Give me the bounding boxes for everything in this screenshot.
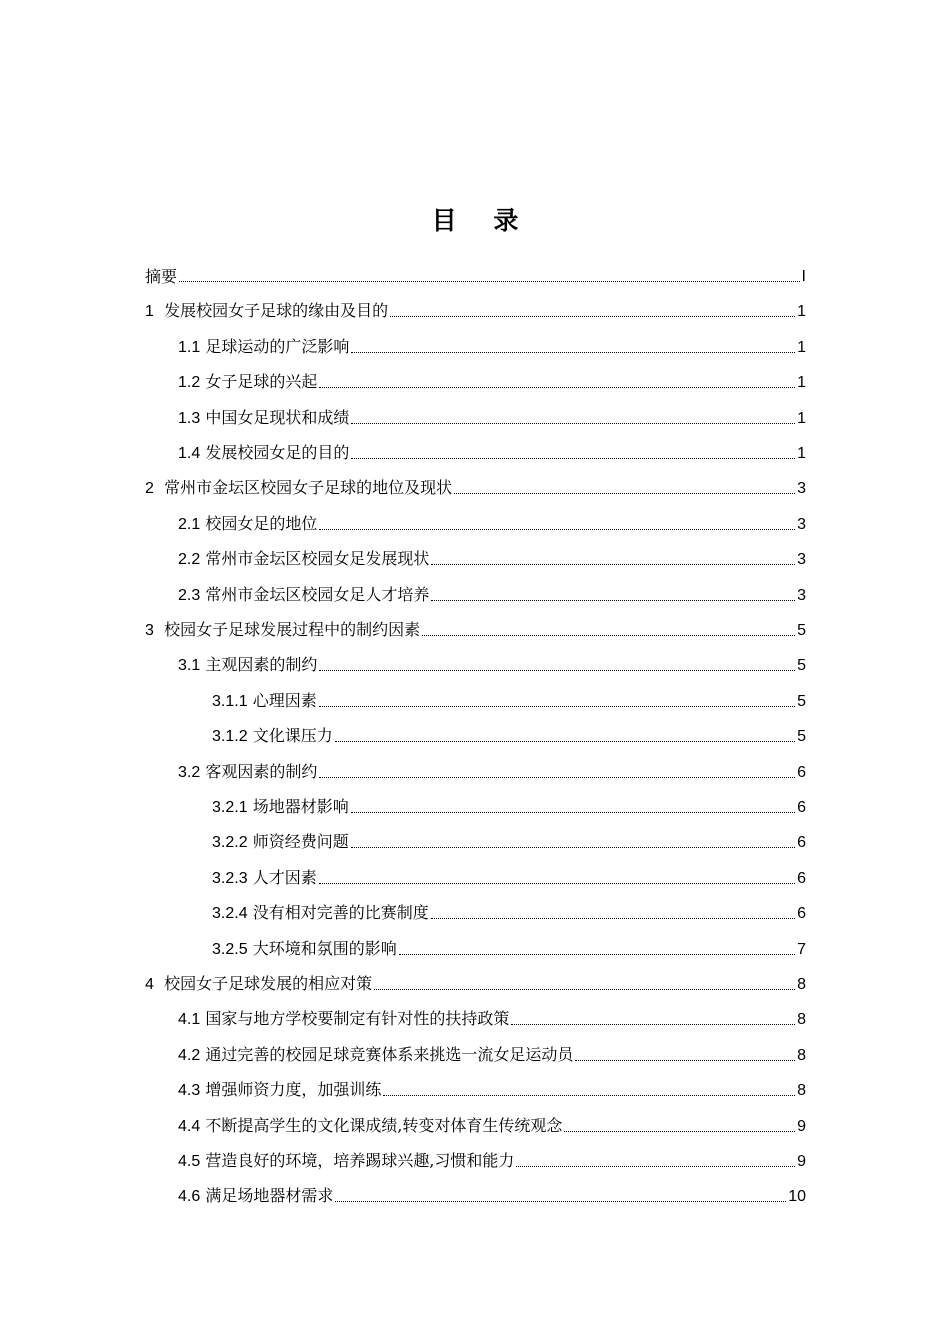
toc-entry-label bbox=[212, 797, 349, 818]
toc-entry-number: 3.2.1 bbox=[212, 799, 248, 816]
toc-dot-leader bbox=[335, 740, 795, 742]
toc-entry[interactable] bbox=[178, 1173, 806, 1207]
toc-entry-text: 常州市金坛区校园女子足球的地位及现状 bbox=[164, 478, 453, 498]
toc-entry[interactable] bbox=[178, 359, 806, 393]
toc-entry-number: 4.5 bbox=[178, 1153, 201, 1170]
toc-page-number: 3 bbox=[797, 480, 806, 498]
toc-dot-leader bbox=[399, 953, 795, 955]
toc-dot-leader bbox=[431, 563, 795, 565]
toc-entry-number: 2 bbox=[145, 480, 154, 498]
toc-page-number: 8 bbox=[797, 1011, 806, 1029]
toc-entry-text: 足球运动的广泛影响 bbox=[205, 336, 350, 356]
toc-dot-leader bbox=[351, 422, 795, 424]
toc-entry[interactable] bbox=[178, 395, 806, 429]
toc-entry-label bbox=[212, 939, 397, 960]
toc-entry-number: 1.3 bbox=[178, 409, 201, 427]
toc-entry-text: 校园女子足球发展过程中的制约因素 bbox=[164, 620, 421, 639]
toc-entry-text: 没有相对完善的比赛制度 bbox=[252, 903, 429, 923]
toc-dot-leader bbox=[383, 1094, 795, 1096]
toc-entry-text: 发展校园女子足球的缘由及目的 bbox=[164, 301, 389, 321]
toc-entry-label bbox=[212, 691, 317, 712]
toc-entry[interactable] bbox=[178, 1138, 806, 1172]
toc-entry-text: 不断提高学生的文化课成绩,转变对体育生传统观念 bbox=[205, 1115, 563, 1135]
toc-entry-label bbox=[145, 620, 420, 641]
toc-page-number: 3 bbox=[797, 515, 806, 533]
toc-entry-label bbox=[212, 903, 429, 924]
toc-dot-leader bbox=[319, 776, 795, 778]
toc-entry-number: 4 bbox=[145, 976, 154, 993]
toc-entry[interactable] bbox=[178, 536, 806, 570]
toc-entry-label bbox=[178, 762, 317, 783]
toc-entry-label bbox=[178, 408, 349, 429]
toc-entry-text: 女子足球的兴起 bbox=[205, 372, 318, 392]
toc-entry-label bbox=[178, 443, 349, 464]
toc-entry-label bbox=[178, 1186, 333, 1207]
toc-page-number: 9 bbox=[797, 1117, 806, 1135]
toc-entry-label bbox=[178, 1080, 381, 1101]
toc-entry-number: 1.1 bbox=[178, 338, 201, 356]
toc-entry-text: 文化课压力 bbox=[252, 726, 333, 746]
toc-page-number: 5 bbox=[797, 692, 806, 710]
toc-dot-leader bbox=[564, 1130, 795, 1132]
toc-dot-leader bbox=[319, 669, 795, 671]
toc-entry-number: 1.2 bbox=[178, 374, 201, 392]
toc-page-number: 1 bbox=[797, 409, 806, 427]
toc-page-number: 1 bbox=[797, 445, 806, 462]
toc-entry[interactable] bbox=[212, 784, 806, 818]
toc-entry-number: 3.1.1 bbox=[212, 692, 248, 710]
toc-dot-leader bbox=[511, 1023, 795, 1025]
toc-dot-leader bbox=[374, 988, 795, 990]
toc-entry-text: 满足场地器材需求 bbox=[205, 1186, 334, 1206]
toc-entry[interactable] bbox=[212, 855, 806, 889]
toc-entry-label bbox=[178, 549, 429, 570]
toc-entry[interactable] bbox=[178, 1067, 806, 1101]
toc-entry-number: 2.2 bbox=[178, 551, 201, 569]
toc-entry-text: 心理因素 bbox=[252, 690, 317, 710]
toc-entry[interactable] bbox=[178, 501, 806, 535]
toc-entry-label bbox=[178, 585, 429, 606]
toc-entry-number: 2.3 bbox=[178, 586, 201, 604]
toc-page-number: I bbox=[801, 268, 806, 285]
toc-entry-label bbox=[145, 478, 452, 499]
toc-entry-text: 校园女子足球发展的相应对策 bbox=[164, 974, 373, 993]
toc-entry[interactable] bbox=[178, 996, 806, 1030]
toc-entry-number: 2.1 bbox=[178, 515, 201, 533]
toc-entry-label bbox=[178, 514, 317, 535]
toc-entry-number: 4.3 bbox=[178, 1082, 201, 1100]
toc-dot-leader bbox=[351, 846, 795, 848]
toc-entry-label bbox=[178, 1116, 562, 1137]
toc-dot-leader bbox=[335, 1200, 786, 1202]
toc-entry[interactable] bbox=[145, 465, 806, 499]
toc-entry-gap bbox=[154, 478, 164, 497]
toc-entry-text: 校园女足的地位 bbox=[205, 513, 318, 533]
toc-entry-text: 主观因素的制约 bbox=[205, 655, 318, 675]
toc-entry[interactable] bbox=[178, 749, 806, 783]
toc-page-number: 6 bbox=[797, 834, 806, 852]
toc-page-number: 6 bbox=[797, 763, 806, 781]
toc-dot-leader bbox=[351, 351, 795, 353]
toc-dot-leader bbox=[422, 634, 795, 636]
toc-entry[interactable] bbox=[145, 253, 806, 287]
toc-page-number: 6 bbox=[797, 905, 806, 923]
toc-page-number: 5 bbox=[797, 622, 806, 639]
toc-entry-number: 3.1.2 bbox=[212, 728, 248, 746]
toc-entry[interactable] bbox=[212, 819, 806, 853]
toc-page-number: 3 bbox=[797, 551, 806, 569]
toc-entry-text: 国家与地方学校要制定有针对性的扶持政策 bbox=[205, 1009, 510, 1029]
toc-entry-text: 摘要 bbox=[145, 267, 178, 286]
toc-page-number: 1 bbox=[797, 303, 806, 321]
toc-entry-label bbox=[145, 301, 388, 322]
toc-entry[interactable] bbox=[178, 1032, 806, 1066]
toc-page-number: 1 bbox=[797, 338, 806, 356]
toc-dot-leader bbox=[454, 492, 795, 494]
toc-entry-label bbox=[178, 655, 317, 676]
toc-dot-leader bbox=[319, 882, 795, 884]
toc-title: 目 录 bbox=[431, 206, 533, 235]
toc-entry-text: 客观因素的制约 bbox=[205, 761, 318, 781]
toc-entry-text: 大环境和氛围的影响 bbox=[252, 938, 397, 958]
toc-entry-gap bbox=[154, 301, 164, 320]
toc-entry-text: 通过完善的校园足球竞赛体系来挑选一流女足运动员 bbox=[205, 1044, 574, 1064]
toc-entry-text: 常州市金坛区校园女足人才培养 bbox=[205, 584, 430, 604]
toc-entry-text: 人才因素 bbox=[252, 867, 317, 887]
toc-entry-text: 场地器材影响 bbox=[252, 797, 349, 816]
toc-entry-label bbox=[212, 832, 349, 853]
toc-entry-number: 1.4 bbox=[178, 445, 201, 462]
toc-entry-text: 常州市金坛区校园女足发展现状 bbox=[205, 549, 430, 569]
toc-entry[interactable] bbox=[212, 713, 806, 747]
toc-page-number: 8 bbox=[797, 976, 806, 993]
toc-page-number: 9 bbox=[797, 1153, 806, 1170]
toc-entry[interactable] bbox=[145, 288, 806, 322]
toc-entry-number: 3.2.5 bbox=[212, 940, 248, 958]
toc-entry[interactable] bbox=[178, 1103, 806, 1137]
toc-page-number: 5 bbox=[797, 657, 806, 675]
toc-entry-number: 4.4 bbox=[178, 1117, 201, 1135]
toc-entry-text: 营造良好的环境，培养踢球兴趣,习惯和能力 bbox=[205, 1151, 515, 1170]
toc-entry[interactable] bbox=[212, 926, 806, 960]
toc-entry-number: 3.2.3 bbox=[212, 869, 248, 887]
toc-page-number: 7 bbox=[797, 940, 806, 958]
toc-entry-text: 增强师资力度，加强训练 bbox=[205, 1080, 382, 1100]
toc-entry-number: 4.2 bbox=[178, 1046, 201, 1064]
toc-page-number: 6 bbox=[797, 869, 806, 887]
toc-entry[interactable] bbox=[145, 607, 806, 641]
toc-page-number: 5 bbox=[797, 728, 806, 746]
toc-dot-leader bbox=[431, 599, 795, 601]
toc-entry-label bbox=[178, 1151, 514, 1172]
toc-dot-leader bbox=[351, 811, 795, 813]
toc-entry-text: 发展校园女足的目的 bbox=[205, 443, 350, 462]
toc-entry-number: 3.2.2 bbox=[212, 834, 248, 852]
toc-dot-leader bbox=[319, 386, 795, 388]
toc-entry[interactable] bbox=[145, 961, 806, 995]
toc-entry[interactable] bbox=[212, 678, 806, 712]
toc-entry[interactable] bbox=[178, 430, 806, 464]
toc-entry-label bbox=[145, 974, 372, 995]
toc-entry[interactable] bbox=[178, 642, 806, 676]
toc-entry-number: 1 bbox=[145, 303, 154, 321]
toc-entry-label bbox=[178, 1009, 509, 1030]
toc-entry-gap bbox=[154, 974, 164, 993]
toc-dot-leader bbox=[390, 315, 795, 317]
toc-dot-leader bbox=[516, 1165, 795, 1167]
toc-dot-leader bbox=[431, 917, 795, 919]
toc-page-number: 3 bbox=[797, 586, 806, 604]
toc-entry-gap bbox=[154, 620, 164, 639]
toc-dot-leader bbox=[575, 1059, 795, 1061]
toc-entry[interactable] bbox=[178, 324, 806, 358]
toc-entry-number: 3 bbox=[145, 622, 154, 639]
toc-entry[interactable] bbox=[178, 572, 806, 606]
toc-entry-text: 师资经费问题 bbox=[252, 832, 349, 852]
toc-page-number: 1 bbox=[797, 374, 806, 392]
toc-dot-leader bbox=[351, 457, 795, 459]
toc-entry-label bbox=[178, 372, 317, 393]
toc-entry-label bbox=[178, 337, 349, 358]
toc-entry[interactable] bbox=[212, 890, 806, 924]
toc-entry-number: 3.2.4 bbox=[212, 905, 248, 923]
toc-entry-number: 4.1 bbox=[178, 1011, 201, 1029]
toc-dot-leader bbox=[179, 280, 800, 282]
toc-entry-number: 3.1 bbox=[178, 657, 201, 675]
toc-entry-label bbox=[178, 1045, 573, 1066]
toc-page-number: 6 bbox=[797, 799, 806, 816]
toc-page-number: 8 bbox=[797, 1046, 806, 1064]
toc-entry-label bbox=[145, 267, 177, 287]
toc-entry-label bbox=[212, 726, 333, 747]
toc-entry-number: 4.6 bbox=[178, 1188, 201, 1206]
toc-page-number: 8 bbox=[797, 1082, 806, 1100]
toc-dot-leader bbox=[319, 528, 795, 530]
toc-entry-text: 中国女足现状和成绩 bbox=[205, 407, 350, 427]
toc-page-number: 10 bbox=[788, 1188, 806, 1206]
toc-dot-leader bbox=[319, 705, 795, 707]
toc-entry-label bbox=[212, 868, 317, 889]
toc-entry-number: 3.2 bbox=[178, 763, 201, 781]
